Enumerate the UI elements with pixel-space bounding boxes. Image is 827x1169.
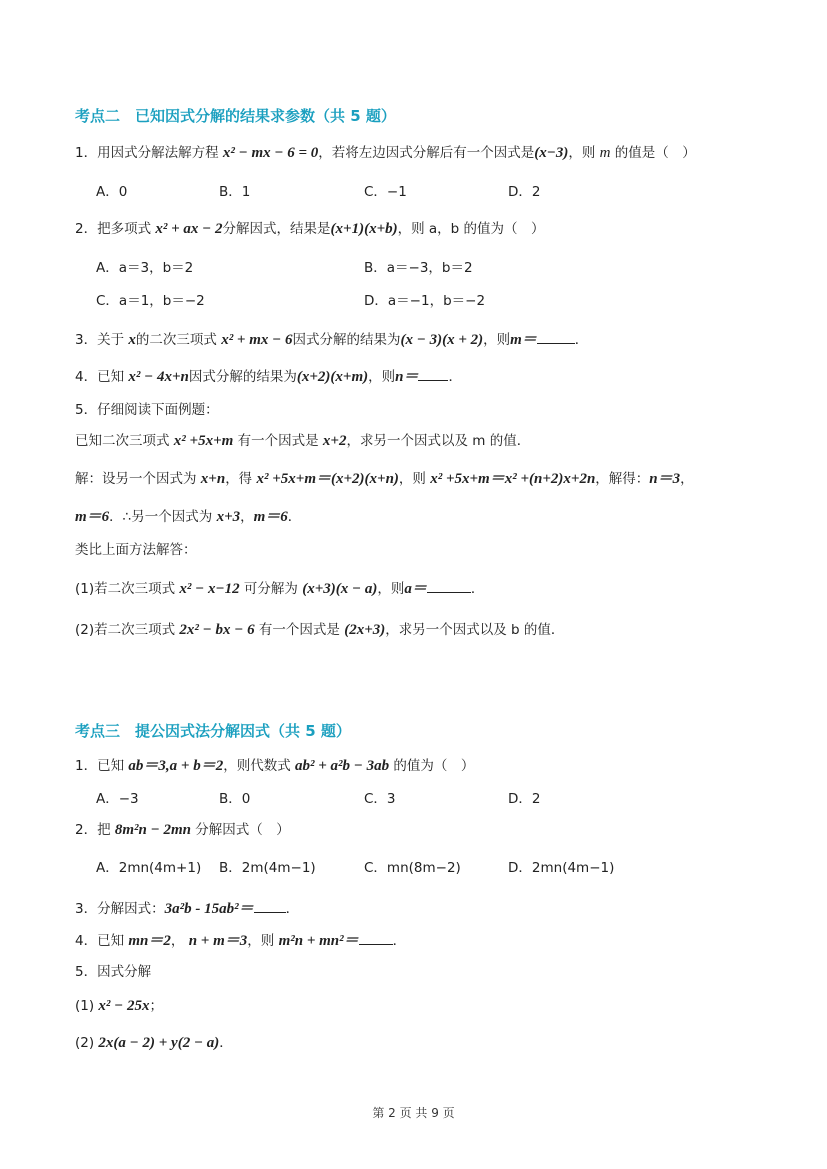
s2-question-2 [75, 219, 767, 239]
text: (2)若二次三项式 [75, 622, 180, 638]
s2-q2-option-b: B．a＝−3，b＝2 [364, 260, 473, 276]
text: ，则 [398, 471, 431, 487]
math: ab＝3,a + b＝2 [128, 758, 224, 774]
s3-q1-option-c: C．3 [364, 791, 396, 807]
math: x+3 [216, 509, 241, 525]
s2-question-1 [75, 143, 767, 163]
math: (x+1)(x+b) [330, 221, 398, 237]
s3-q1-option-d: D．2 [508, 791, 541, 807]
math: ab² + a²b − 3ab [295, 758, 390, 774]
text: ． [470, 581, 485, 597]
text: ，则代数式 [223, 758, 295, 774]
math: mn＝2 [128, 933, 171, 949]
text: 3．关于 [75, 332, 129, 348]
text: ，则 [247, 933, 279, 949]
s3-q2-option-b: B．2m(4m−1) [219, 860, 316, 876]
text: ．∴另一个因式为 [109, 509, 217, 525]
s2-question-5-intro: 5．仔细阅读下面例题： [75, 402, 219, 418]
text: 有一个因式是 [254, 622, 345, 638]
text: ，若将左边因式分解后有一个因式是 [318, 145, 535, 161]
math: x+2 [322, 433, 347, 449]
s2-q1-option-b: B．1 [219, 184, 251, 200]
math: x² − x−12 [179, 581, 240, 597]
text: ， [680, 471, 694, 487]
text: ． [392, 933, 407, 949]
text: 3．分解因式： [75, 901, 165, 917]
s3-q2-option-c: C．mn(8m−2) [364, 860, 461, 876]
math: n + m＝3 [188, 933, 248, 949]
text: ，则 [483, 332, 511, 348]
text: ， [240, 509, 254, 525]
s3-question-2 [75, 820, 767, 840]
text: 的值是（ ） [610, 145, 696, 161]
text: ，则 [368, 369, 396, 385]
text: ． [287, 509, 302, 525]
text: 因式分解的结果为 [292, 332, 401, 348]
math: x [128, 332, 136, 348]
text: 2．把多项式 [75, 221, 156, 237]
section-3-title: 考点三 提公因式法分解因式（共 5 题） [75, 722, 351, 740]
s2-q1-option-c: C．−1 [364, 184, 407, 200]
text: ． [285, 901, 300, 917]
math: x² − 4x+n [128, 369, 189, 385]
text: ，则 [377, 581, 405, 597]
s3-q1-option-a: A．−3 [96, 791, 139, 807]
s3-q1-option-b: B．0 [219, 791, 251, 807]
text: ，求另一个因式以及 b 的值． [385, 622, 565, 638]
s3-q2-option-d: D．2mn(4m−1) [508, 860, 615, 876]
text: ，求另一个因式以及 m 的值． [346, 433, 531, 449]
math: n＝3 [649, 471, 681, 487]
text: ，得 [225, 471, 257, 487]
answer-blank [537, 329, 575, 344]
text: 4．已知 [75, 933, 129, 949]
math: 2x² − bx − 6 [179, 622, 255, 638]
text: ， [170, 933, 189, 949]
math: a＝ [404, 581, 427, 597]
math: 8m²n − 2mn [114, 822, 191, 838]
text: 解：设另一个因式为 [75, 471, 201, 487]
s2-q2-option-c: C．a＝1，b＝−2 [96, 293, 205, 309]
text: 因式分解的结果为 [188, 369, 297, 385]
s2-question-3 [75, 329, 767, 350]
answer-blank [418, 366, 448, 381]
text: 可分解为 [239, 581, 303, 597]
text: ． [574, 332, 589, 348]
math: 3a²b - 15ab²＝ [164, 901, 254, 917]
answer-blank [359, 930, 393, 945]
s2-q2-option-a: A．a＝3，b＝2 [96, 260, 194, 276]
math: (x+2)(x+m) [296, 369, 369, 385]
math: x² +5x+m＝(x+2)(x+n) [256, 471, 399, 487]
text: 分解因式，结果是 [222, 221, 331, 237]
text: 1．用因式分解法解方程 [75, 145, 223, 161]
math: x² +5x+m＝x² +(n+2)x+2n [430, 471, 596, 487]
math: (x − 3)(x + 2) [400, 332, 484, 348]
text: 已知二次三项式 [75, 433, 174, 449]
answer-blank [427, 578, 471, 593]
page-footer: 第 2 页 共 9 页 [372, 1106, 455, 1120]
math: x² + mx − 6 [221, 332, 293, 348]
s2-q1-option-a: A．0 [96, 184, 128, 200]
text: ，则 a，b 的值为（ ） [397, 221, 545, 237]
s2-q5-solution-line-1 [75, 469, 757, 489]
math: m²n + mn²＝ [278, 933, 359, 949]
s3-question-4 [75, 930, 767, 951]
s3-question-3 [75, 898, 767, 919]
s3-question-5-intro: 5．因式分解 [75, 964, 152, 980]
s2-q5-sub-1 [75, 578, 767, 599]
text: ． [448, 369, 462, 385]
section-2-title: 考点二 已知因式分解的结果求参数（共 5 题） [75, 107, 396, 125]
text: 的值为（ ） [389, 758, 475, 774]
math: 2x(a − 2) + y(2 − a) [98, 1035, 220, 1051]
s2-q5-solution-line-2 [75, 507, 767, 527]
text: 2．把 [75, 822, 115, 838]
math: m [599, 145, 611, 161]
answer-blank [254, 898, 286, 913]
s2-q5-example [75, 431, 767, 451]
math: m＝ [510, 332, 537, 348]
math: x² +5x+m [173, 433, 234, 449]
s2-q1-option-d: D．2 [508, 184, 541, 200]
math: m＝6 [75, 509, 110, 525]
math: n＝ [395, 369, 419, 385]
text: ； [149, 998, 164, 1014]
math: (x+3)(x − a) [302, 581, 378, 597]
text: 的二次三项式 [135, 332, 222, 348]
math: (x−3) [534, 145, 569, 161]
math: (2x+3) [344, 622, 386, 638]
s2-q2-option-d: D．a＝−1，b＝−2 [364, 293, 486, 309]
s3-q2-option-a: A．2mn(4m+1) [96, 860, 202, 876]
text: (1)若二次三项式 [75, 581, 180, 597]
text: (2) [75, 1035, 99, 1051]
s3-q5-sub-2 [75, 1033, 767, 1053]
text: 1．已知 [75, 758, 129, 774]
math: x² − 25x [98, 998, 150, 1014]
math: m＝6 [253, 509, 288, 525]
text: ，解得： [595, 471, 650, 487]
math: x+n [200, 471, 226, 487]
math: x² − mx − 6 = 0 [222, 145, 319, 161]
math: x² + ax − 2 [155, 221, 223, 237]
s3-q5-sub-1 [75, 996, 767, 1016]
text: ． [219, 1035, 233, 1051]
s3-question-1 [75, 756, 767, 776]
text: 4．已知 [75, 369, 129, 385]
text: (1) [75, 998, 99, 1014]
s2-q5-sub-2 [75, 620, 767, 640]
text: 分解因式（ ） [191, 822, 290, 838]
s2-question-4 [75, 366, 767, 387]
text: 有一个因式是 [233, 433, 323, 449]
s2-q5-analog: 类比上面方法解答： [75, 542, 197, 558]
text: ，则 [568, 145, 600, 161]
